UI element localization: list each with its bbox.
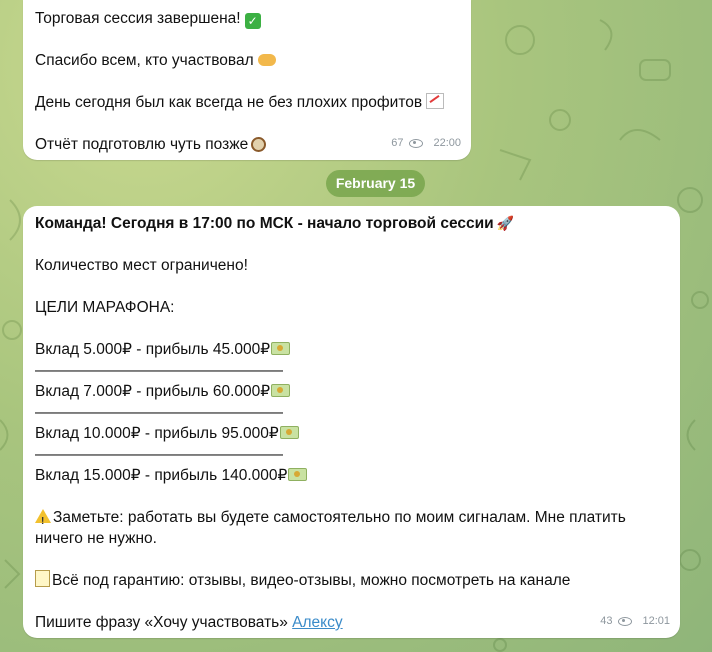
view-count: 67 [391, 137, 404, 149]
view-count: 43 [600, 615, 613, 627]
money-emoji-icon [280, 426, 299, 439]
message-line: ничего не нужно. [35, 530, 157, 547]
message-line: Отчёт подготовлю чуть позже [35, 134, 459, 155]
message-time: 22:00 [433, 137, 461, 149]
message-meta [391, 133, 461, 154]
message-bubble[interactable] [23, 206, 680, 638]
message-title: Команда! Сегодня в 17:00 по МСК - начало торговой сессии 🚀 [35, 215, 515, 232]
message-line: Пишите фразу «Хочу участвовать» Алексу [35, 614, 343, 631]
message-line: Торговая сессия завершена! ✓ [35, 8, 459, 29]
rocket-emoji-icon: 🚀 [496, 215, 515, 231]
money-emoji-icon [288, 468, 307, 481]
message-bubble[interactable] [23, 0, 471, 160]
separator-line: ———————————————— [35, 362, 283, 379]
deposit-line: Вклад 10.000₽ - прибыль 95.000₽ [35, 423, 668, 444]
message-line: Спасибо всем, кто участвовал [35, 50, 459, 71]
mention-link[interactable]: Алексу [292, 614, 343, 631]
deposit-line: Вклад 7.000₽ - прибыль 60.000₽ [35, 381, 668, 402]
date-separator: February 15 [326, 170, 425, 197]
message-line: Всё под гарантию: отзывы, видео-отзывы, можно посмотреть на канале [35, 570, 668, 591]
separator-line: ———————————————— [35, 404, 283, 421]
warning-emoji-icon: ! [35, 509, 51, 523]
message-line: Количество мест ограничено! [35, 257, 248, 274]
deposit-line: Вклад 15.000₽ - прибыль 140.000₽ [35, 465, 668, 486]
message-line: День сегодня был как всегда не без плохих профитов [35, 92, 459, 113]
chart-emoji-icon [426, 93, 444, 109]
message-meta [600, 611, 670, 632]
money-emoji-icon [271, 384, 290, 397]
deposit-line: Вклад 5.000₽ - прибыль 45.000₽ [35, 339, 668, 360]
message-time: 12:01 [642, 615, 670, 627]
memo-emoji-icon [35, 570, 50, 587]
eye-icon [409, 139, 423, 148]
message-line: ! Заметьте: работать вы будете самостоятельно по моим сигналам. Мне платить [35, 507, 668, 528]
message-line: ЦЕЛИ МАРАФОНА: [35, 299, 175, 316]
money-emoji-icon [271, 342, 290, 355]
clock-emoji-icon [251, 137, 266, 152]
handshake-emoji-icon [258, 54, 276, 66]
check-emoji-icon: ✓ [245, 13, 261, 29]
eye-icon [618, 617, 632, 626]
separator-line: ———————————————— [35, 446, 283, 463]
